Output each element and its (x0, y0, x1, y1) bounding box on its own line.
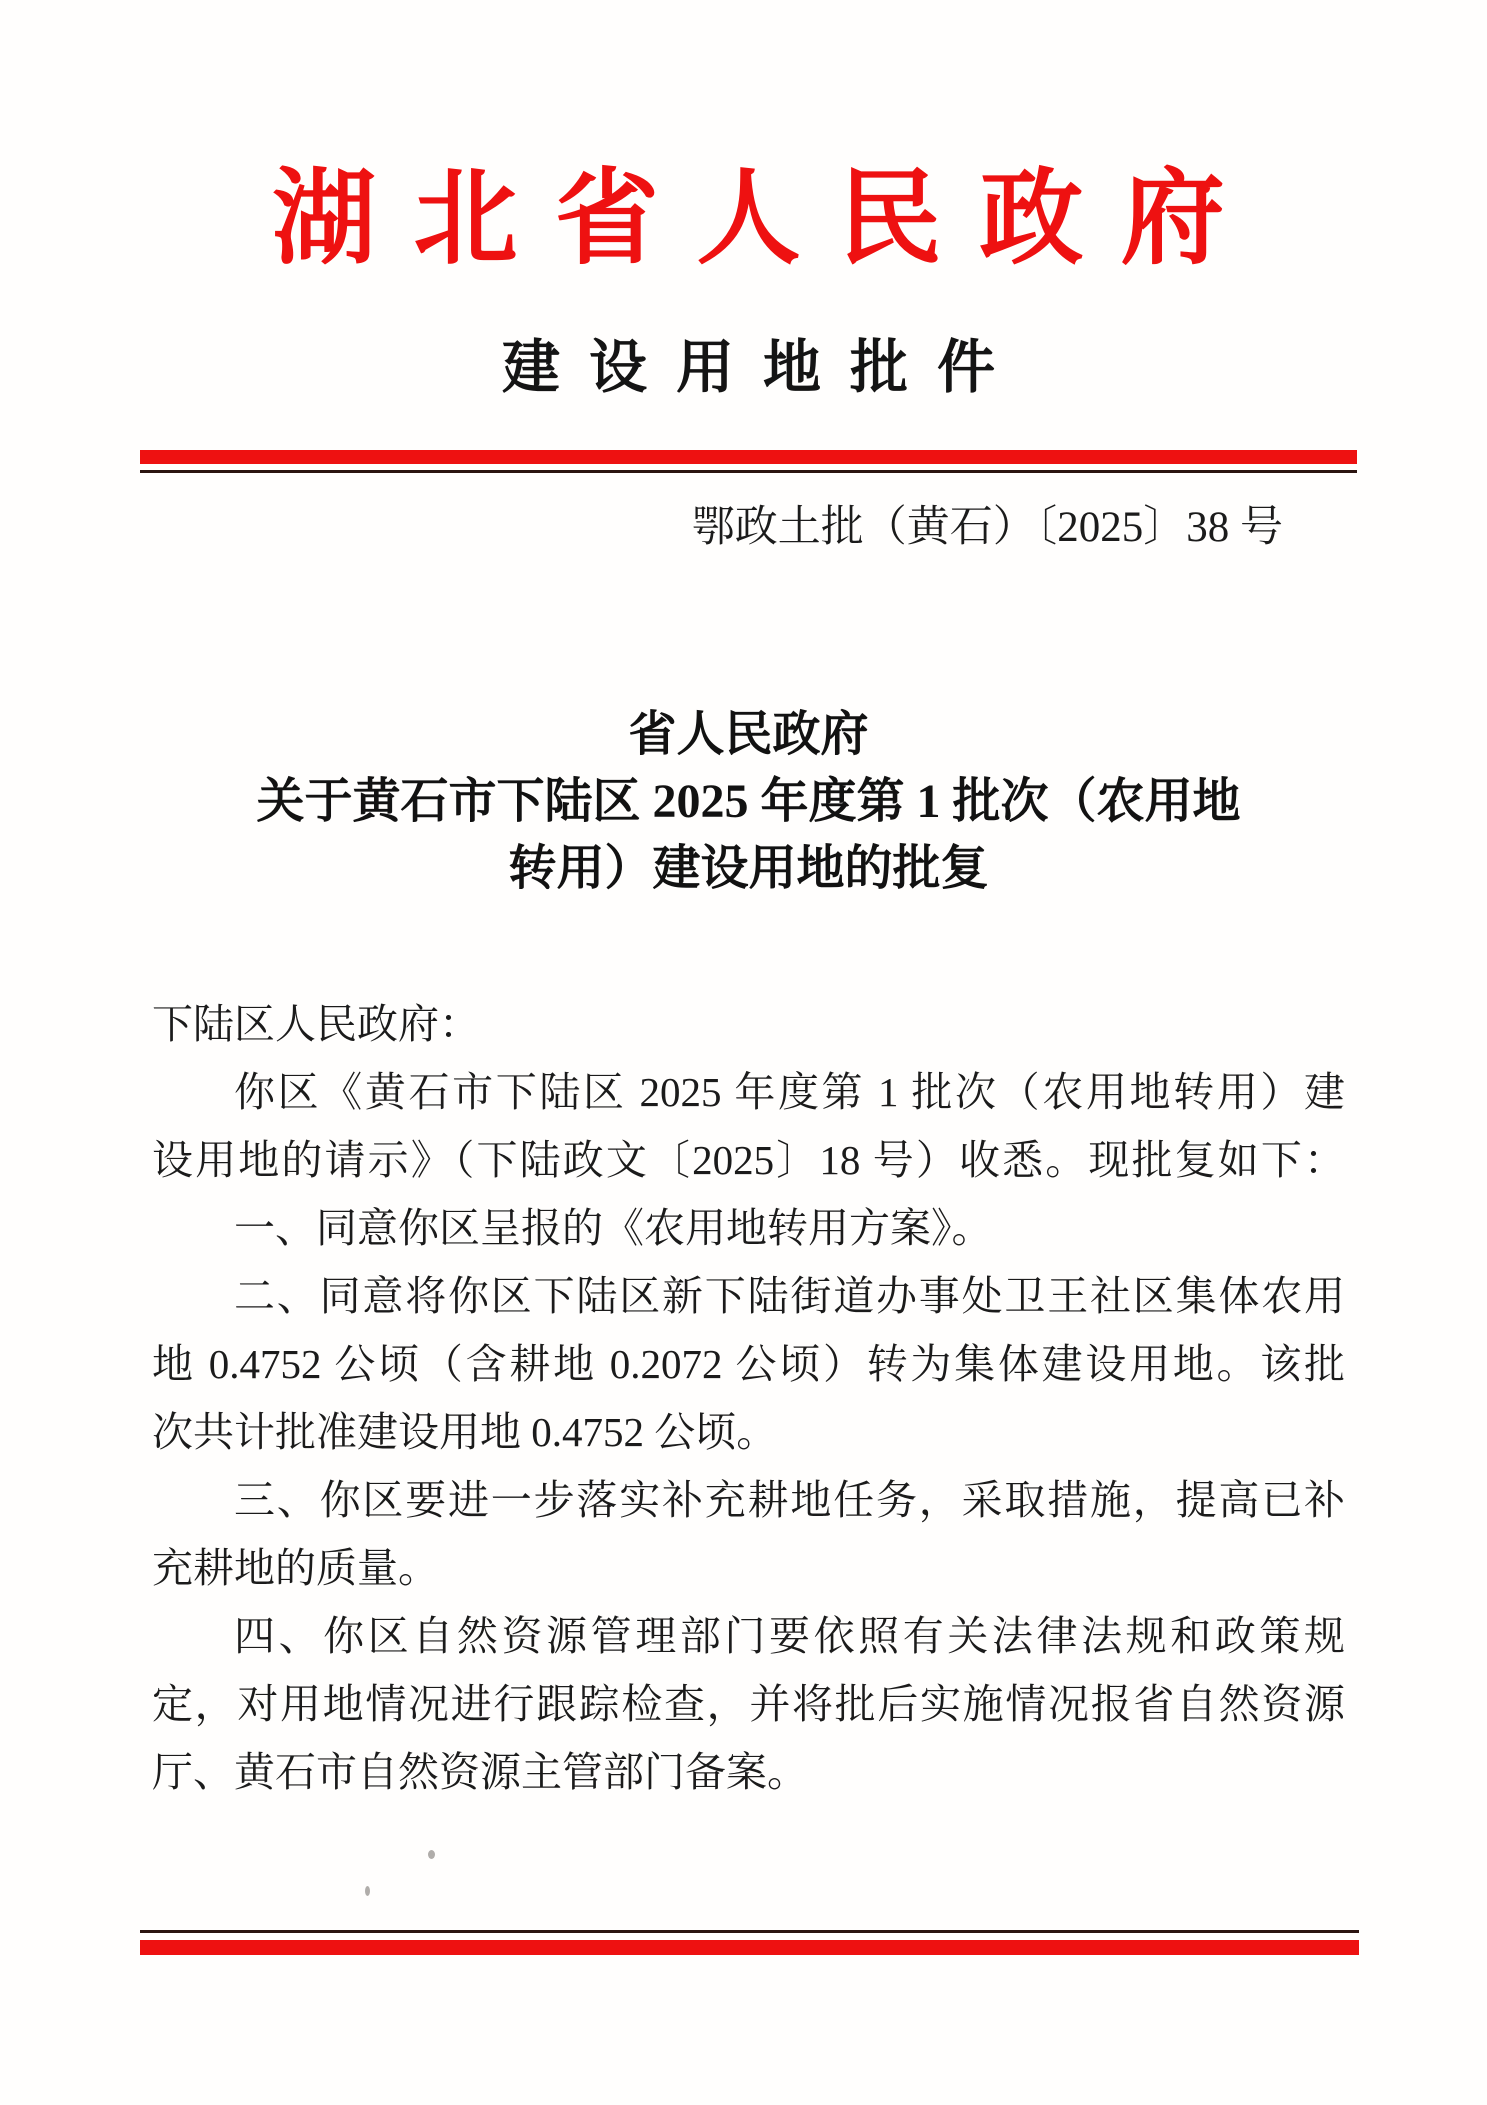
body-line: 地 0.4752 公顷（含耕地 0.2072 公顷）转为集体建设用地。该批 (152, 1341, 1345, 1388)
body-line: 充耕地的质量。 (152, 1545, 439, 1592)
divider-black-line (140, 470, 1357, 473)
document-title (152, 701, 1345, 902)
body-line: 次共计批准建设用地 0.4752 公顷。 (152, 1409, 778, 1456)
document-content (152, 158, 1345, 1806)
divider-red-line (140, 1940, 1359, 1955)
body-line: 设用地的请示》（下陆政文〔2025〕18 号）收悉。现批复如下： (152, 1137, 1345, 1184)
divider-red-line (140, 450, 1357, 464)
body-line: 你区《黄石市下陆区 2025 年度第 1 批次（农用地转用）建 (234, 1069, 1345, 1116)
footer-divider (140, 1930, 1359, 1955)
body-line: 四、你区自然资源管理部门要依照有关法律法规和政策规 (234, 1613, 1345, 1660)
scan-artifact-dot (365, 1886, 370, 1896)
document-title-line-2: 关于黄石市下陆区 2025 年度第 1 批次（农用地 (256, 775, 1241, 829)
body-line: 二、同意将你区下陆区新下陆街道办事处卫王社区集体农用 (234, 1273, 1345, 1320)
body-line: 定，对用地情况进行跟踪检查，并将批后实施情况报省自然资源 (152, 1681, 1345, 1728)
issuing-authority-title: 湖北省人民政府 (272, 162, 1263, 277)
document-reference-number: 鄂政土批（黄石）〔2025〕38 号 (691, 504, 1283, 552)
body-line: 厅、黄石市自然资源主管部门备案。 (152, 1749, 808, 1796)
body-line: 三、你区要进一步落实补充耕地任务，采取措施，提高已补 (234, 1477, 1345, 1524)
document-title-line-3: 转用）建设用地的批复 (508, 842, 989, 896)
document-body (152, 990, 1345, 1806)
document-type-heading: 建设用地批件 (501, 334, 1024, 400)
letterhead-divider (152, 450, 1345, 473)
divider-black-line (140, 1930, 1359, 1933)
document-title-line-1: 省人民政府 (628, 708, 869, 762)
body-line: 一、同意你区呈报的《农用地转用方案》。 (234, 1205, 993, 1252)
scan-artifact-dot (428, 1850, 435, 1859)
addressee-line: 下陆区人民政府： (152, 1001, 480, 1048)
